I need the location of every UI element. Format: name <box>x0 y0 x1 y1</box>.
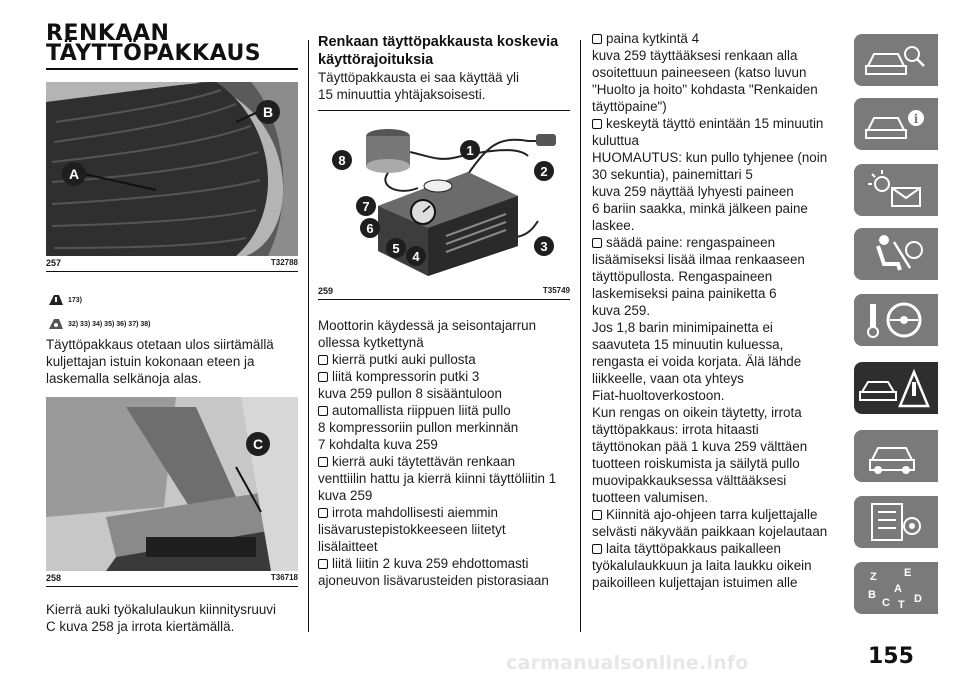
usage-limit-note <box>318 69 570 103</box>
figure-number: 259 <box>318 286 334 296</box>
line-text: osoitettuun paineeseen (katso luvun <box>592 65 807 80</box>
text-line: Täyttöpakkausta ei saa käyttää yli <box>318 70 519 85</box>
line-text: keskeytä täyttö enintään 15 minuutin <box>606 116 824 131</box>
checkbox-bullet-icon <box>592 238 602 248</box>
text-line <box>318 317 576 334</box>
tab-safety[interactable] <box>854 228 938 280</box>
instructions-column-3 <box>592 30 846 591</box>
text-line <box>318 419 576 436</box>
figure-code: T32788 <box>270 258 298 267</box>
checkbox-bullet-icon <box>318 372 328 382</box>
tab-maintenance[interactable] <box>854 430 938 482</box>
step-item <box>318 555 576 572</box>
text-line <box>592 387 846 404</box>
heading-line: Renkaan täyttöpakkausta koskevia <box>318 34 559 50</box>
text-line <box>592 166 846 183</box>
car-service-icon <box>854 430 938 482</box>
line-text: 6 bariin saakka, minkä jälkeen paine <box>592 201 808 216</box>
line-text: tuotteen roiskumista ja säilytä pullo <box>592 456 800 471</box>
step-item <box>318 351 576 368</box>
seat-illustration <box>46 397 298 571</box>
label-1: 1 <box>466 143 474 158</box>
step-item <box>318 402 576 419</box>
car-info-icon <box>854 98 938 150</box>
figure-number: 257 <box>46 258 62 268</box>
text-line <box>592 268 846 285</box>
page-number: 155 <box>868 644 914 669</box>
line-text: liikkeelle, vaan ota yhteys <box>592 371 744 386</box>
column-divider <box>308 40 309 632</box>
instructions-column-2 <box>318 317 576 589</box>
label-2: 2 <box>540 164 548 179</box>
line-text: paikoilleen kuljettajan istuimen alle <box>592 575 798 590</box>
line-text: kuva 259 <box>318 488 373 503</box>
page-title <box>46 21 298 66</box>
text-line <box>592 285 846 302</box>
line-text: muovipakkauksessa välttääksesi <box>592 473 787 488</box>
checkbox-bullet-icon <box>592 34 602 44</box>
page-title-line1: RENKAAN <box>46 21 170 46</box>
line-text: Kiinnitä ajo-ohjeen tarra kuljettajalle <box>606 507 818 522</box>
index-letter: Z <box>870 571 877 583</box>
label-b: B <box>262 104 274 120</box>
checkbox-bullet-icon <box>592 544 602 554</box>
checkbox-bullet-icon <box>318 355 328 365</box>
title-underline <box>46 68 298 70</box>
text-line <box>592 217 846 234</box>
label-6: 6 <box>366 221 374 236</box>
line-text: liitä liitin 2 kuva 259 ehdottomasti <box>332 556 529 571</box>
text-line <box>592 183 846 200</box>
text-line <box>592 370 846 387</box>
warning-ref-text: 32) 33) 34) 35) 36) 37) 38) <box>68 320 151 328</box>
text-line <box>318 538 576 555</box>
text-line: C kuva 258 ja irrota kiertämällä. <box>46 619 235 634</box>
tab-car-magnifier[interactable] <box>854 34 938 86</box>
index-letter: C <box>882 597 890 609</box>
line-text: kuva 259. <box>592 303 651 318</box>
line-text: ollessa kytkettynä <box>318 335 424 350</box>
warning-light-envelope-icon <box>854 164 938 216</box>
text-line <box>592 319 846 336</box>
text-line: Täyttöpakkaus otetaan ulos siirtämällä <box>46 337 274 352</box>
figure-code: T36718 <box>270 573 298 582</box>
text-line: kuljettajan istuin kokonaan eteen ja <box>46 354 255 369</box>
tab-technical-data[interactable] <box>854 496 938 548</box>
text-line <box>592 302 846 319</box>
step-item <box>592 115 846 132</box>
figure-258-seat-image <box>46 397 298 571</box>
line-text: Kun rengas on oikein täytetty, irrota <box>592 405 802 420</box>
warning-ref-text: 173) <box>68 296 83 304</box>
line-text: täyttöpaine") <box>592 99 667 114</box>
text-line <box>592 251 846 268</box>
line-text: Fiat-huoltoverkostoon. <box>592 388 725 403</box>
line-text: paina kytkintä 4 <box>606 31 700 46</box>
warning-reference-1 <box>48 293 82 307</box>
text-line <box>318 385 576 402</box>
step-item <box>592 30 846 47</box>
text-line <box>592 47 846 64</box>
line-text: "Huolto ja hoito" kohdasta "Renkaiden <box>592 82 818 97</box>
car-magnifier-icon <box>854 34 938 86</box>
line-text: täyttöpullosta. Rengaspaineen <box>592 269 773 284</box>
text-line <box>318 572 576 589</box>
line-text: kierrä putki auki pullosta <box>332 352 476 367</box>
line-text: lisälaitteet <box>318 539 378 554</box>
line-text: lisäämiseksi lisää ilmaa renkaaseen <box>592 252 805 267</box>
line-text: laita täyttöpakkaus paikalleen <box>606 541 781 556</box>
line-text: saavuteta 15 minuutin kuluessa, <box>592 337 784 352</box>
index-letter: E <box>904 567 912 579</box>
line-text: työkalulaukkuun ja laita laukku oikein <box>592 558 812 573</box>
index-letter: A <box>894 583 902 595</box>
line-text: Jos 1,8 barin minimipainetta ei <box>592 320 773 335</box>
figure-259-caption <box>318 286 570 300</box>
text-line <box>592 404 846 421</box>
index-letter: D <box>914 593 922 605</box>
tab-index[interactable] <box>854 562 938 614</box>
checkbox-bullet-icon <box>318 508 328 518</box>
specifications-list-icon <box>854 496 938 548</box>
label-5: 5 <box>392 241 400 256</box>
checkbox-bullet-icon <box>318 406 328 416</box>
text-line <box>592 132 846 149</box>
line-text: ajoneuvon lisävarusteiden pistorasiaan <box>318 573 549 588</box>
line-text: selvästi näkyvään paikkaan kojelautaan <box>592 524 828 539</box>
seat-airbag-icon <box>854 228 938 280</box>
text-line <box>318 334 576 351</box>
line-text: HUOMAUTUS: kun pullo tyhjenee (noin <box>592 150 828 165</box>
label-7: 7 <box>362 199 370 214</box>
line-text: 8 kompressoriin pullon merkinnän <box>318 420 519 435</box>
text-line: Kierrä auki työkalulaukun kiinnitysruuvi <box>46 602 276 617</box>
figure-257-tyre-image <box>46 82 298 256</box>
label-8: 8 <box>338 153 346 168</box>
car-crash-warning-icon <box>854 362 938 414</box>
checkbox-bullet-icon <box>318 457 328 467</box>
text-line <box>318 436 576 453</box>
step-item <box>592 540 846 557</box>
text-line <box>592 472 846 489</box>
line-text: kuluttua <box>592 133 639 148</box>
label-3: 3 <box>540 239 548 254</box>
label-4: 4 <box>412 249 420 264</box>
figure-number: 258 <box>46 573 62 583</box>
line-text: Moottorin käydessä ja seisontajarrun <box>318 318 537 333</box>
line-text: kuva 259 näyttää lyhyesti paineen <box>592 184 794 199</box>
step-item <box>318 368 576 385</box>
line-text: rengasta ei voida korjata. Älä lähde <box>592 354 802 369</box>
line-text: laskee. <box>592 218 635 233</box>
line-text: täyttönokan pää 1 kuva 259 välttäen <box>592 439 808 454</box>
text-line <box>592 149 846 166</box>
line-text: laskemiseksi paina painiketta 6 <box>592 286 777 301</box>
text-line <box>592 336 846 353</box>
checkbox-bullet-icon <box>592 119 602 129</box>
line-text: kuva 259 täyttääksesi renkaan alla <box>592 48 798 63</box>
svg-text:i: i <box>913 112 919 126</box>
tab-emergency[interactable] <box>854 362 938 414</box>
line-text: 30 sekuntia), painemittari 5 <box>592 167 753 182</box>
line-text: lisävarustepistokkeeseen liitetyt <box>318 522 506 537</box>
line-text: tuotteen valumisen. <box>592 490 709 505</box>
step-item <box>318 504 576 521</box>
paragraph-remove-kit <box>46 336 298 387</box>
line-text: liitä kompressorin putki 3 <box>332 369 480 384</box>
text-line <box>318 487 576 504</box>
steering-wheel-key-icon <box>854 294 938 346</box>
checkbox-bullet-icon <box>592 510 602 520</box>
label-a: A <box>68 166 80 182</box>
tab-starting-driving[interactable] <box>854 294 938 346</box>
text-line <box>592 200 846 217</box>
step-item <box>592 234 846 251</box>
text-line: laskemalla selkänoja alas. <box>46 371 202 386</box>
tab-warning-lights[interactable] <box>854 164 938 216</box>
text-line <box>592 353 846 370</box>
text-line <box>592 574 846 591</box>
line-text: kuva 259 pullon 8 sisääntuloon <box>318 386 502 401</box>
watermark: carmanualsonline.info <box>506 652 749 674</box>
warning-reference-2 <box>48 317 151 331</box>
checkbox-bullet-icon <box>318 559 328 569</box>
caution-hand-icon <box>48 318 64 330</box>
figure-259-compressor-image <box>318 116 570 276</box>
text-line <box>592 489 846 506</box>
step-item <box>592 506 846 523</box>
text-line <box>592 98 846 115</box>
index-letter: T <box>898 599 905 611</box>
index-letter: B <box>868 589 876 601</box>
section-rule <box>318 110 570 111</box>
section-heading <box>318 33 570 69</box>
line-text: 7 kohdalta kuva 259 <box>318 437 438 452</box>
warning-hand-icon <box>48 294 64 306</box>
line-text: irrota mahdollisesti aiemmin <box>332 505 498 520</box>
text-line <box>592 455 846 472</box>
compressor-illustration <box>318 116 570 276</box>
figure-257-caption <box>46 258 298 272</box>
text-line <box>592 421 846 438</box>
page-title-line2: TÄYTTÖPAKKAUS <box>46 41 262 66</box>
text-line <box>592 523 846 540</box>
line-text: automallista riippuen liitä pullo <box>332 403 511 418</box>
line-text: kierrä auki täytettävän renkaan <box>332 454 516 469</box>
text-line: 15 minuuttia yhtäjaksoisesti. <box>318 87 486 102</box>
text-line <box>592 438 846 455</box>
text-line <box>318 470 576 487</box>
figure-258-caption <box>46 573 298 587</box>
alphabet-index-icon <box>854 562 938 614</box>
heading-line: käyttörajoituksia <box>318 52 434 68</box>
text-line <box>592 557 846 574</box>
column-divider <box>580 40 581 632</box>
line-text: säädä paine: rengaspaineen <box>606 235 776 250</box>
text-line <box>592 81 846 98</box>
tyre-illustration <box>46 82 298 256</box>
text-line <box>318 521 576 538</box>
line-text: venttiilin hattu ja kierrä kiinni täyttöliitin 1 <box>318 471 557 486</box>
paragraph-tool-bag-screw <box>46 601 298 635</box>
figure-code: T35749 <box>542 286 570 295</box>
text-line <box>592 64 846 81</box>
label-c: C <box>252 436 264 452</box>
step-item <box>318 453 576 470</box>
tab-car-info[interactable] <box>854 98 938 150</box>
line-text: täyttöpakkaus: irrota hitaasti <box>592 422 759 437</box>
